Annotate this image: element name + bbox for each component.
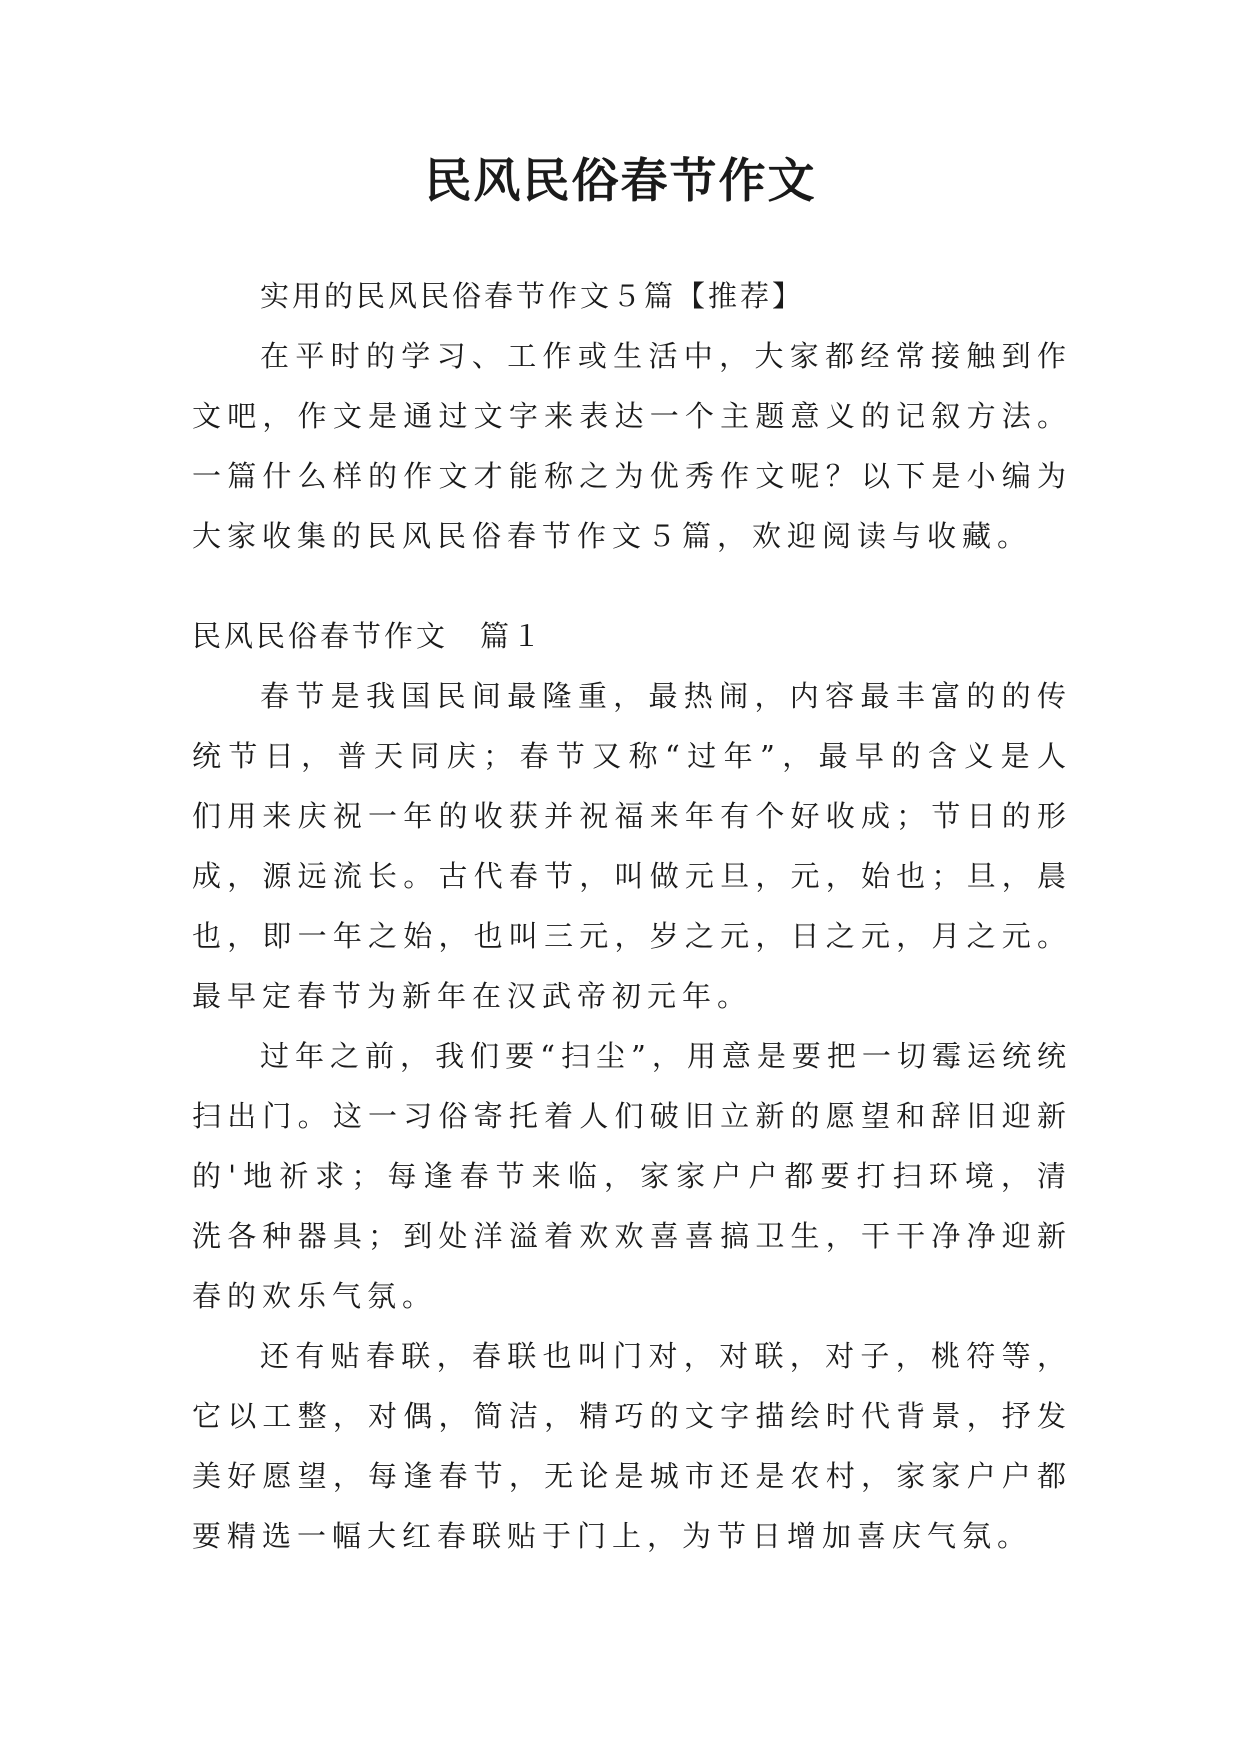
intro-paragraph: 在平时的学习、工作或生活中，大家都经常接触到作文吧，作文是通过文字来表达一个主题意义的记叙方法。一篇什么样的作文才能称之为优秀作文呢？以下是小编为大家收集的民风民俗春节作文５篇，欢迎阅读与收藏。 [192,339,1072,553]
body-paragraph-1: 春节是我国民间最隆重，最热闹，内容最丰富的的传统节日，普天同庆；春节又称“过年”，最早的含义是人们用来庆祝一年的收获并祝福来年有个好收成；节日的形成，源远流长。古代春节，叫做元旦，元，始也；旦，晨也，即一年之始，也叫三元，岁之元，日之元，月之元。最早定春节为新年在汉武帝初元年。 [192,679,1072,1013]
body-paragraph-2: 过年之前，我们要“扫尘”，用意是要把一切霉运统统扫出门。这一习俗寄托着人们破旧立新的愿望和辞旧迎新的'地祈求；每逢春节来临，家家户户都要打扫环境，清洗各种器具；到处洋溢着欢欢喜喜搞卫生，干干净净迎新春的欢乐气氛。 [192,1039,1072,1313]
body-paragraph-3: 还有贴春联，春联也叫门对，对联，对子，桃符等，它以工整，对偶，简洁，精巧的文字描绘时代背景，抒发美好愿望，每逢春节，无论是城市还是农村，家家户户都要精选一幅大红春联贴于门上，为节日增加喜庆气氛。 [192,1339,1072,1553]
section-heading: 民风民俗春节作文 篇１ [192,619,545,653]
document-subtitle: 实用的民风民俗春节作文５篇【推荐】 [260,279,805,313]
document-title: 民风民俗春节作文 [424,154,817,209]
document-body [192,266,1072,1566]
